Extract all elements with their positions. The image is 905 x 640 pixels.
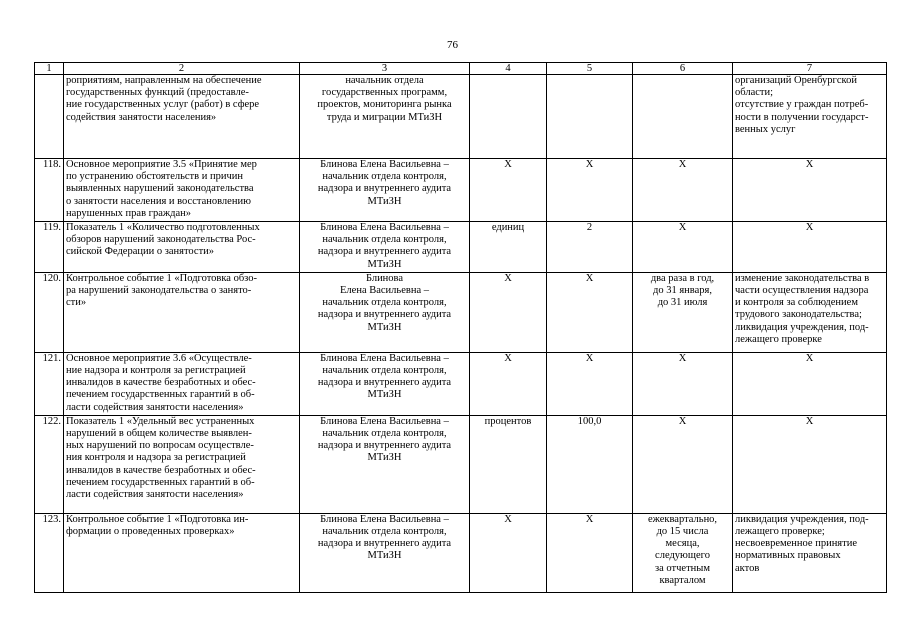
value-cell: Х (547, 272, 633, 352)
column-header: 4 (470, 63, 547, 75)
unit-cell: Х (470, 272, 547, 352)
row-number: 123. (35, 513, 64, 592)
value-cell: Х (547, 513, 633, 592)
event-cell: Контрольное событие 1 «Подготовка обзо- ра нарушений законодательства о занято- сти» (64, 272, 300, 352)
deadline-cell: два раза в год, до 31 января, до 31 июля (633, 272, 733, 352)
deadline-cell (633, 75, 733, 159)
unit-cell: Х (470, 513, 547, 592)
risk-cell: ликвидация учреждения, под- лежащего проверке; несвоевременное принятие нормативных правовых актов (733, 513, 887, 592)
unit-cell (470, 75, 547, 159)
deadline-cell: ежеквартально, до 15 числа месяца, следующего за отчетным кварталом (633, 513, 733, 592)
value-cell: Х (547, 352, 633, 415)
event-cell: Показатель 1 «Удельный вес устраненных нарушений в общем количестве выявлен- ных нарушений по вопросам осуществле- ния контроля и надзора за регистрацией инвалидов в качестве безработных и обес- печением государственных гарантий в об- ласти содействия занятости населения» (64, 415, 300, 513)
value-cell: Х (547, 159, 633, 222)
responsible-cell: Блинова Елена Васильевна – начальник отдела контроля, надзора и внутреннего аудита МТиЗН (300, 415, 470, 513)
table-row (35, 75, 887, 159)
unit-cell: Х (470, 159, 547, 222)
unit-cell: единиц (470, 222, 547, 273)
event-cell: Основное мероприятие 3.5 «Принятие мер по устранению обстоятельств и причин выявленных нарушений законодательства о занятости населения и восстановлению нарушенных прав граждан» (64, 159, 300, 222)
deadline-cell: Х (633, 159, 733, 222)
responsible-cell: Блинова Елена Васильевна – начальник отдела контроля, надзора и внутреннего аудита МТиЗН (300, 513, 470, 592)
risk-cell: изменение законодательства в части осуществления надзора и контроля за соблюдением трудового законодательства; ликвидация учреждения, под- лежащего проверке (733, 272, 887, 352)
column-header: 1 (35, 63, 64, 75)
column-header: 7 (733, 63, 887, 75)
deadline-cell: Х (633, 415, 733, 513)
column-header: 5 (547, 63, 633, 75)
table-row (35, 352, 887, 415)
table-row (35, 513, 887, 592)
unit-cell: Х (470, 352, 547, 415)
row-number (35, 75, 64, 159)
row-number: 118. (35, 159, 64, 222)
event-cell: Показатель 1 «Количество подготовленных обзоров нарушений законодательства Рос- сийской Федерации о занятости» (64, 222, 300, 273)
table-row (35, 272, 887, 352)
row-number: 122. (35, 415, 64, 513)
unit-cell: процентов (470, 415, 547, 513)
responsible-cell: Блинова Елена Васильевна – начальник отдела контроля, надзора и внутреннего аудита МТиЗН (300, 272, 470, 352)
risk-cell: Х (733, 415, 887, 513)
event-cell: Основное мероприятие 3.6 «Осуществле- ние надзора и контроля за регистрацией инвалидов в качестве безработных и обес- печением государственных гарантий в об- ласти содействия занятости населения» (64, 352, 300, 415)
value-cell: 100,0 (547, 415, 633, 513)
row-number: 119. (35, 222, 64, 273)
event-cell: роприятиям, направленным на обеспечение государственных функций (предоставле- ние государственных услуг (работ) в сфере содействия занятости населения» (64, 75, 300, 159)
value-cell: 2 (547, 222, 633, 273)
page-number: 76 (447, 39, 458, 51)
responsible-cell: начальник отдела государственных программ, проектов, мониторинга рынка труда и миграции МТиЗН (300, 75, 470, 159)
responsible-cell: Блинова Елена Васильевна – начальник отдела контроля, надзора и внутреннего аудита МТиЗН (300, 222, 470, 273)
risk-cell: Х (733, 159, 887, 222)
table-row (35, 222, 887, 273)
event-cell: Контрольное событие 1 «Подготовка ин- формации о проведенных проверках» (64, 513, 300, 592)
deadline-cell: Х (633, 352, 733, 415)
risk-cell: Х (733, 352, 887, 415)
column-header: 6 (633, 63, 733, 75)
row-number: 120. (35, 272, 64, 352)
responsible-cell: Блинова Елена Васильевна – начальник отдела контроля, надзора и внутреннего аудита МТиЗН (300, 352, 470, 415)
row-number: 121. (35, 352, 64, 415)
table-row (35, 415, 887, 513)
risk-cell: Х (733, 222, 887, 273)
column-header: 3 (300, 63, 470, 75)
column-header: 2 (64, 63, 300, 75)
table-row (35, 159, 887, 222)
value-cell (547, 75, 633, 159)
responsible-cell: Блинова Елена Васильевна – начальник отдела контроля, надзора и внутреннего аудита МТиЗН (300, 159, 470, 222)
risk-cell: организаций Оренбургской области; отсутствие у граждан потреб- ности в получении государст- венных услуг (733, 75, 887, 159)
header-row (35, 63, 887, 75)
deadline-cell: Х (633, 222, 733, 273)
plan-table (34, 62, 887, 593)
